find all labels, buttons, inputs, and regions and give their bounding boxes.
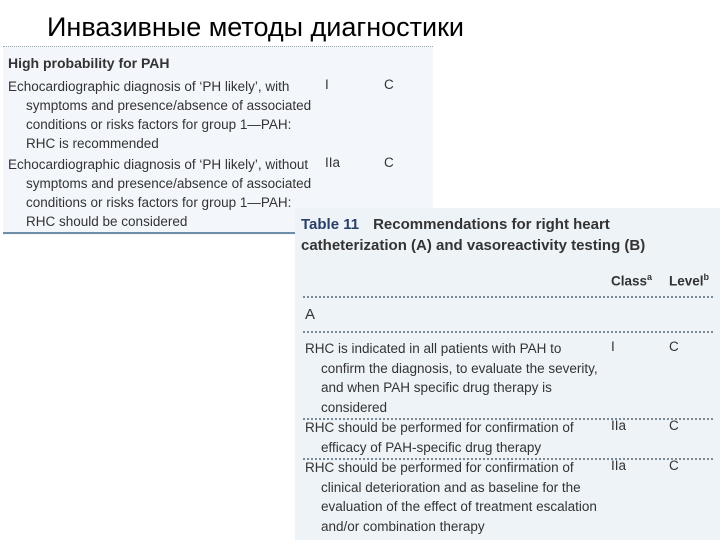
row-text-line: confirm the diagnosis, to evaluate the severity, [321,360,598,376]
table-caption [301,214,716,256]
row-text-line: RHC is recommended [26,136,159,151]
row-text-line: symptoms and presence/absence of associated [26,176,312,191]
column-header-class: Class$^a$ [611,272,653,289]
table-heading: High probability for PAH [8,55,170,71]
table-row [305,339,605,417]
dotted-divider [303,331,713,333]
row-text-line: symptoms and presence/absence of associated [26,98,312,113]
table-row [8,155,318,231]
row-text-line: conditions or risks factors for group 1—PAH: [26,117,292,132]
row-class: I [611,339,615,354]
row-level: C [669,339,679,354]
section-label: A [305,306,316,323]
column-header-level: Level$^b$ [669,272,710,289]
row-text-line: and when PAH specific drug therapy is [321,380,552,395]
row-text-line: considered [321,399,388,415]
row-text-line: efficacy of PAH-specific drug therapy [321,439,542,455]
row-level: C [384,155,394,170]
table-row [305,458,605,536]
row-class: IIa [611,418,627,433]
row-level: C [669,418,679,433]
dotted-divider [303,296,713,298]
row-text-line: clinical deterioration and as baseline for the [321,479,581,495]
table-caption-text: Recommendations for right heart catheterization (A) and vasoreactivity testing (B) [301,216,646,254]
table-11 [295,208,720,540]
recommendation-table-clipped [3,46,433,235]
row-text-line: RHC should be performed for confirmation of [305,460,574,475]
row-text-line: RHC should be considered [26,214,188,229]
table-number: Table 11 [301,216,360,233]
row-class: IIa [611,458,627,473]
row-text-line: Echocardiographic diagnosis of ‘PH likely’, with [8,79,290,94]
row-text-line: RHC should be performed for confirmation of [305,420,574,435]
row-level: C [384,77,394,92]
table-row [8,77,318,153]
row-text-line: and/or combination therapy [321,518,485,534]
row-text-line: conditions or risks factors for group 1—PAH: [26,195,292,210]
table-row [305,418,605,457]
row-level: C [669,458,679,473]
row-text-line: Echocardiographic diagnosis of ‘PH likely’, without [8,157,309,172]
row-text-line: RHC is indicated in all patients with PAH to [305,341,562,356]
row-class: IIa [325,155,341,170]
row-text-line: evaluation of the effect of treatment escalation [321,499,597,514]
slide-title: Инвазивные методы диагностики [47,12,465,42]
row-class: I [325,77,329,92]
